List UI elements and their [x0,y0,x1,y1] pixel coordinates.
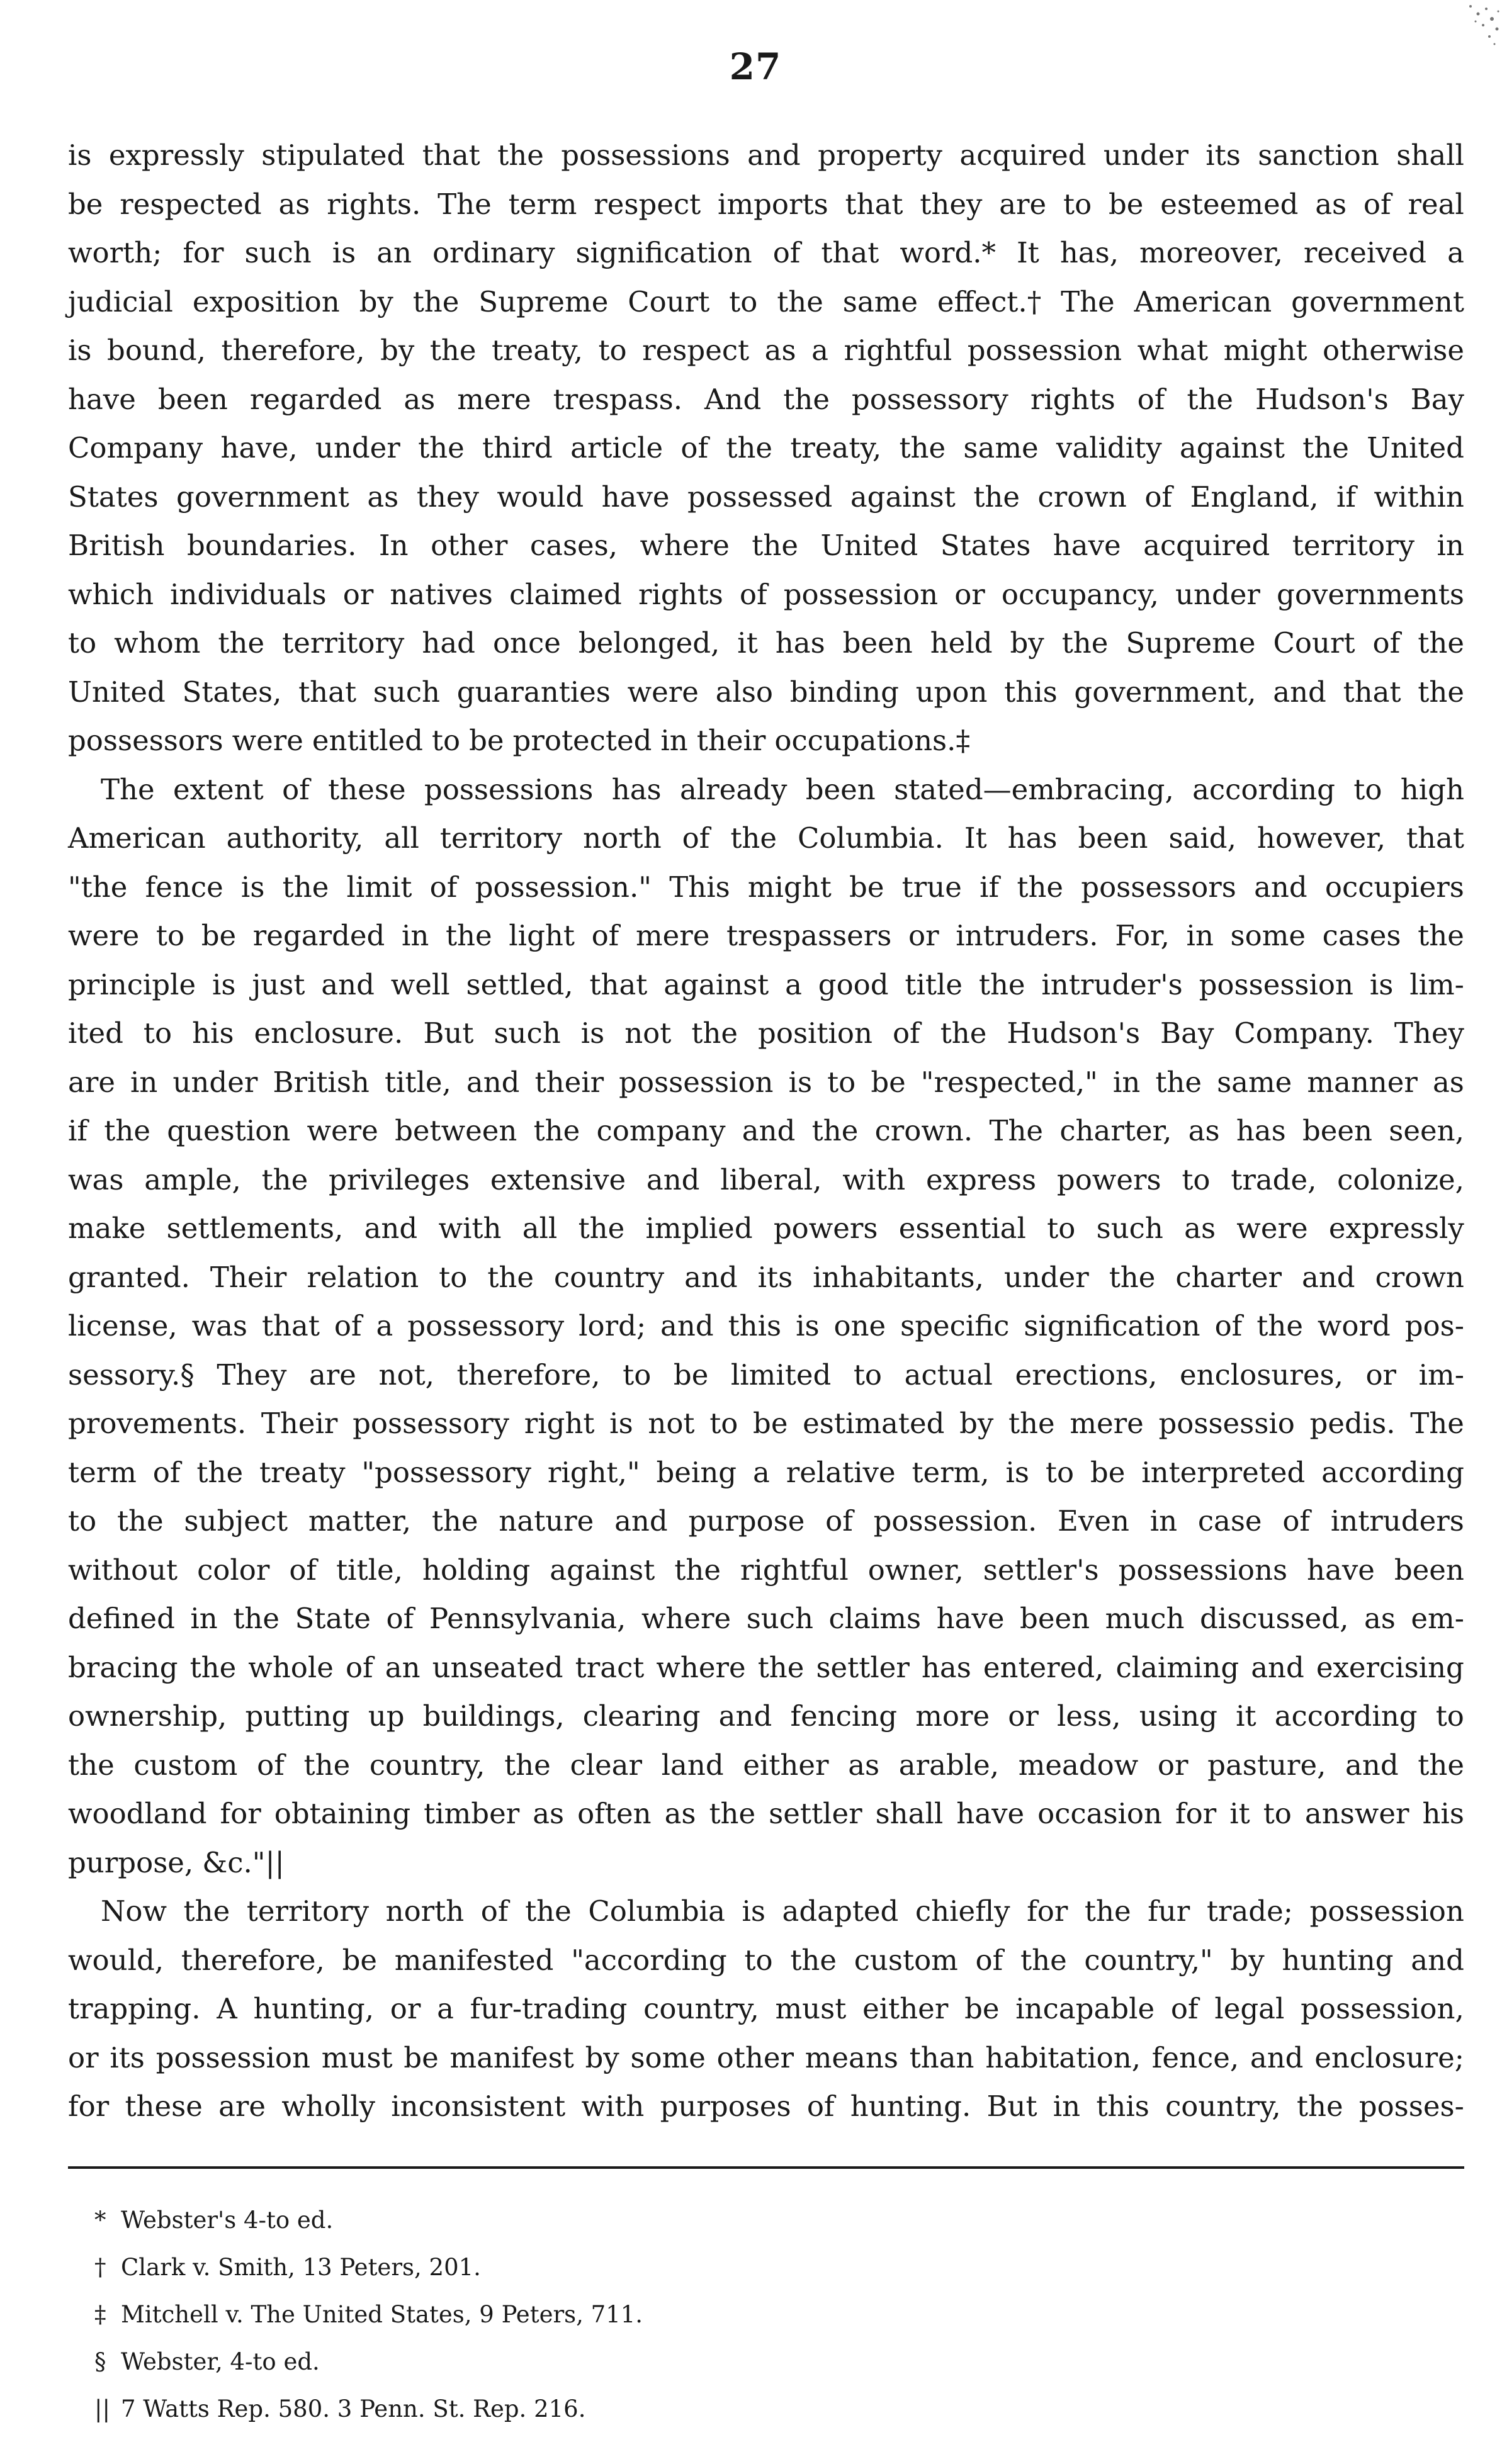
text-line: defined in the State of Pennsylvania, where such claims have been much discussed, as em- [68,1602,1464,1635]
text-line: British boundaries. In other cases, where the United States have acquired territory in [68,529,1464,562]
footnote-mark: † [94,2254,106,2281]
text-line: provements. Their possessory right is not to be estimated by the mere possessio pedis. The [68,1407,1464,1440]
text-line: were to be regarded in the light of mere trespassers or intruders. For, in some cases the [68,919,1464,952]
footnote [94,2291,1228,2338]
text-line: have been regarded as mere trespass. And the possessory rights of the Hudson's Bay [68,382,1464,416]
footnote [94,2385,1228,2433]
footnote [94,2338,1228,2385]
footnote-text: 7 Watts Rep. 580. 3 Penn. St. Rep. 216. [121,2395,586,2422]
text-line: which individuals or natives claimed rights of possession or occupancy, under governments [68,577,1464,611]
text-line: ited to his enclosure. But such is not the position of the Hudson's Bay Company. They [68,1016,1464,1050]
footnote-text: Webster, 4-to ed. [121,2348,320,2375]
footnote-mark: ‡ [94,2301,106,2328]
text-line: would, therefore, be manifested "according to the custom of the country," by hunting and [68,1943,1464,1977]
footnote-mark: || [94,2395,110,2422]
scan-noise-mark [1426,0,1502,57]
text-line: ownership, putting up buildings, clearing and fencing more or less, using it according to [68,1699,1464,1733]
text-line: judicial exposition by the Supreme Court to the same effect.† The American government [68,284,1464,318]
text-line: trapping. A hunting, or a fur-trading country, must either be incapable of legal possession, [68,1992,1464,2025]
text-line: or its possession must be manifest by some other means than habitation, fence, and enclosure; [68,2040,1464,2074]
footnote-mark: * [94,2207,106,2234]
page-number: 27 [729,45,782,88]
text-line: bracing the whole of an unseated tract where the settler has entered, claiming and exercising [68,1650,1464,1684]
text-line: the custom of the country, the clear land either as arable, meadow or pasture, and the [68,1748,1464,1782]
text-line: woodland for obtaining timber as often as the settler shall have occasion for it to answer his [68,1797,1464,1830]
text-line: make settlements, and with all the implied powers essential to such as were expressly [68,1212,1464,1245]
text-line: The extent of these possessions has already been stated—embracing, according to high [101,772,1464,806]
footnote-text: Mitchell v. The United States, 9 Peters, 711. [121,2301,643,2328]
text-line: Now the territory north of the Columbia is adapted chiefly for the fur trade; possession [101,1894,1464,1928]
text-line: license, was that of a possessory lord; and this is one specific signification of the word pos- [68,1309,1464,1342]
text-line: possessors were entitled to be protected in their occupations.‡ [68,724,970,757]
text-line: "the fence is the limit of possession." This might be true if the possessors and occupiers [68,870,1464,904]
footnotes [94,2197,1228,2433]
text-line: purpose, &c."|| [68,1845,285,1879]
text-line: are in under British title, and their possession is to be "respected," in the same manner as [68,1065,1464,1099]
text-line: to the subject matter, the nature and purpose of possession. Even in case of intruders [68,1504,1464,1538]
text-line: American authority, all territory north of the Columbia. It has been said, however, that [68,821,1464,855]
text-line: is expressly stipulated that the possessions and property acquired under its sanction shall [68,138,1464,172]
text-line: to whom the territory had once belonged, it has been held by the Supreme Court of the [68,626,1464,660]
footnote [94,2197,1228,2244]
text-line: Company have, under the third article of the treaty, the same validity against the United [68,431,1464,464]
text-line: worth; for such is an ordinary signification of that word.* It has, moreover, received a [68,236,1464,269]
text-line: is bound, therefore, by the treaty, to respect as a rightful possession what might otherwise [68,334,1464,367]
text-line: without color of title, holding against the rightful owner, settler's possessions have been [68,1553,1464,1587]
footnote [94,2244,1228,2291]
text-line: United States, that such guaranties were also binding upon this government, and that the [68,675,1464,709]
footnote-divider [68,2166,1464,2169]
footnote-text: Webster's 4-to ed. [121,2207,334,2234]
text-line: granted. Their relation to the country and its inhabitants, under the charter and crown [68,1260,1464,1294]
footnote-text: Clark v. Smith, 13 Peters, 201. [121,2254,481,2281]
text-line: was ample, the privileges extensive and liberal, with express powers to trade, colonize, [68,1162,1464,1196]
text-line: term of the treaty "possessory right," being a relative term, is to be interpreted according [68,1455,1464,1489]
text-line: States government as they would have possessed against the crown of England, if within [68,480,1464,514]
footnote-mark: § [94,2348,106,2375]
body-text [68,131,1464,2131]
text-line: for these are wholly inconsistent with purposes of hunting. But in this country, the posses- [68,2090,1464,2123]
text-line: be respected as rights. The term respect imports that they are to be esteemed as of real [68,187,1464,221]
text-line: sessory.§ They are not, therefore, to be limited to actual erections, enclosures, or im- [68,1358,1464,1392]
text-line: if the question were between the company and the crown. The charter, as has been seen, [68,1114,1464,1147]
text-line: principle is just and well settled, that against a good title the intruder's possession is lim- [68,967,1464,1001]
